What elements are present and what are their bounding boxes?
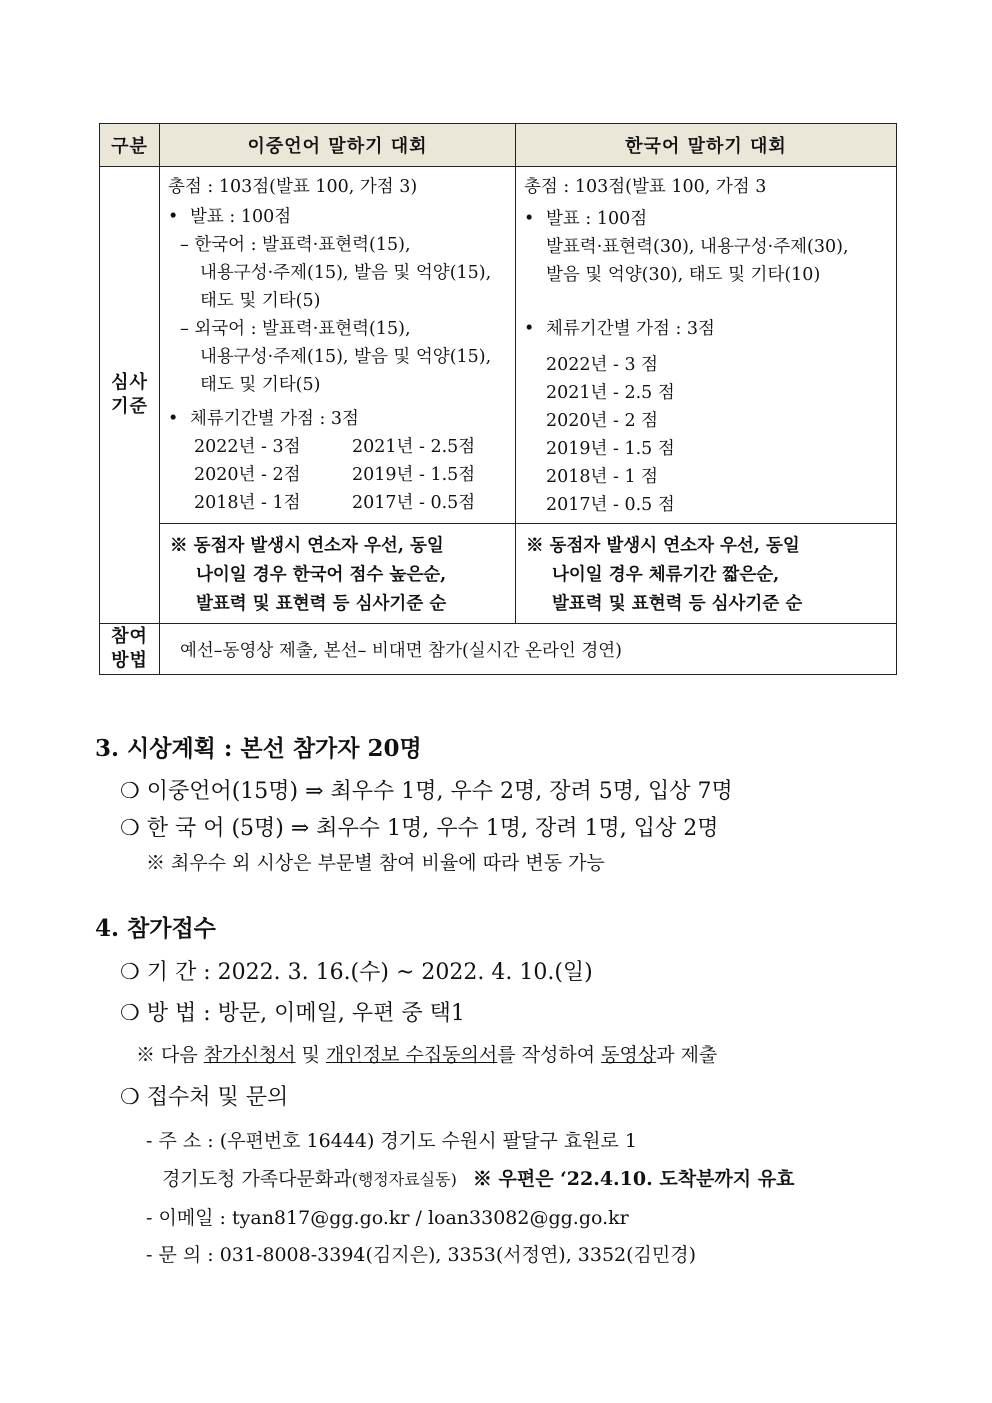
phone-line: - 문 의 : 031-8008-3394(김지은), 3353(서정연), 3352(김민경): [146, 1244, 697, 1266]
row-label-participation: 참여 방법: [100, 624, 160, 675]
header-category: 구분: [100, 124, 160, 167]
privacy-consent-link: 개인정보 수집동의서: [326, 1044, 498, 1066]
header-bilingual: 이중언어 말하기 대회: [160, 124, 516, 167]
address-line-2: 경기도청 가족다문화과(행정자료실동) ※ 우편은 ‘22.4.10. 도착분까지 유효: [162, 1168, 795, 1190]
korean-criteria: 총점 : 103점(발표 100, 가점 3 • 발표 : 100점 발표력·표현력(30), 내용구성·주제(30), 발음 및 억양(30), 태도 및 기타(10) • 체류기간별 가점 : 3점 2022년 - 3 점 2021년 - 2.5 점 2020년 - 2 점 2019년 - 1.5 점 2018년 - 1 점 2017년 - 0.5 점: [516, 167, 897, 524]
korean-tie-rule: ※ 동점자 발생시 연소자 우선, 동일 나이일 경우 체류기간 짧은순, 발표력 및 표현력 등 심사기준 순: [516, 524, 897, 624]
submission-note: ※ 다음 참가신청서 및 개인정보 수집동의서를 작성하여 동영상과 제출: [136, 1044, 718, 1066]
email-line: - 이메일 : tyan817@gg.go.kr / loan33082@gg.go.kr: [146, 1207, 629, 1229]
criteria-table: [99, 123, 897, 675]
header-korean: 한국어 말하기 대회: [516, 124, 897, 167]
section3-heading: 3. 시상계획 : 본선 참가자 20명: [95, 735, 422, 762]
bilingual-criteria: 총점 : 103점(발표 100, 가점 3) • 발표 : 100점 – 한국어 : 발표력·표현력(15), 내용구성·주제(15), 발음 및 억양(15), 태도 및 기타(5) – 외국어 : 발표력·표현력(15), 내용구성·주제(15), 발음 및 억양(15), 태도 및 기타(5) • 체류기간별 가점 : 3점 2022년 - 3점 2021년 - 2.5점 2020년 - 2점 2019년 - 1.5점 2018년 - 1점 2017년 - 0.5점: [160, 167, 516, 524]
award-bilingual: ❍ 이중언어(15명) ⇒ 최우수 1명, 우수 2명, 장려 5명, 입상 7명: [120, 779, 733, 804]
video-link: 동영상: [601, 1044, 657, 1066]
award-note: ※ 최우수 외 시상은 부문별 참여 비율에 따라 변동 가능: [146, 852, 605, 874]
section4-heading: 4. 참가접수: [95, 915, 216, 942]
contact-heading: ❍ 접수처 및 문의: [120, 1085, 289, 1110]
address-line-1: - 주 소 : (우편번호 16444) 경기도 수원시 팔달구 효원로 1: [146, 1130, 637, 1152]
period: ❍ 기 간 : 2022. 3. 16.(수) ~ 2022. 4. 10.(일): [120, 960, 593, 985]
row-label-criteria: 심사 기준: [100, 167, 160, 624]
participation-method: 예선–동영상 제출, 본선– 비대면 참가(실시간 온라인 경연): [160, 624, 897, 675]
bilingual-tie-rule: ※ 동점자 발생시 연소자 우선, 동일 나이일 경우 한국어 점수 높은순, 발표력 및 표현력 등 심사기준 순: [160, 524, 516, 624]
method: ❍ 방 법 : 방문, 이메일, 우편 중 택1: [120, 1001, 465, 1026]
application-form-link: 참가신청서: [203, 1044, 296, 1066]
award-korean: ❍ 한 국 어 (5명) ⇒ 최우수 1명, 우수 1명, 장려 1명, 입상 2명: [120, 816, 719, 841]
